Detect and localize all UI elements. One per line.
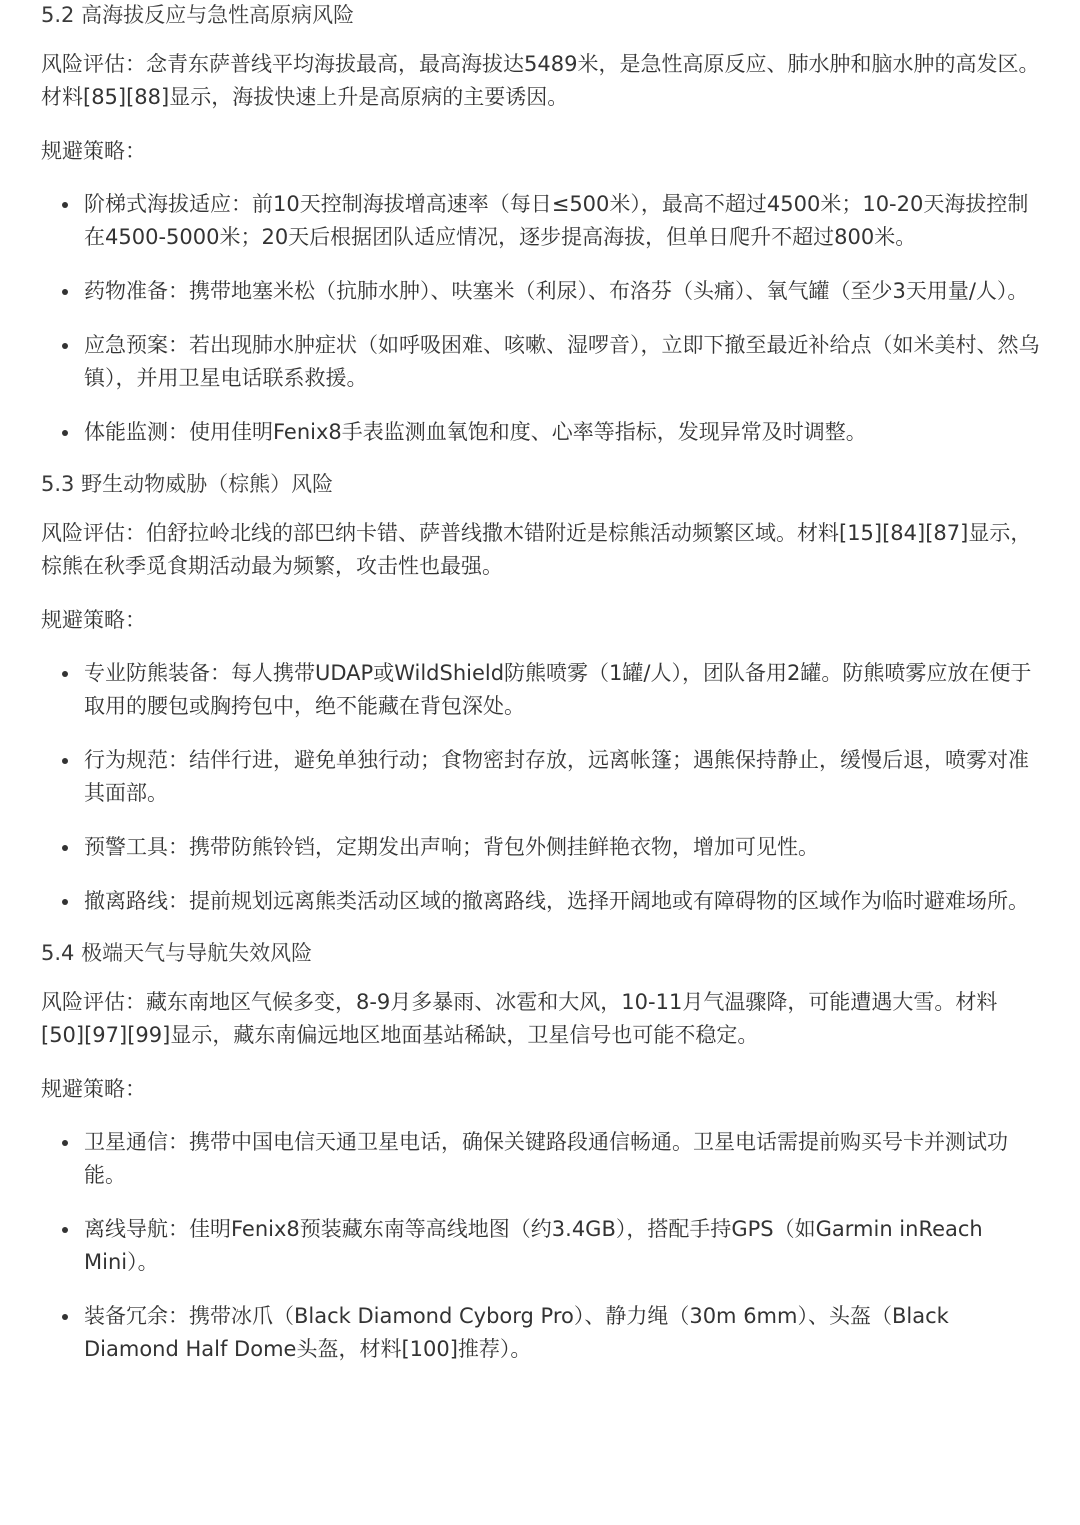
list-item: 离线导航：佳明Fenix8预装藏东南等高线地图（约3.4GB），搭配手持GPS（如Garmin inReach Mini）。 <box>41 1213 1040 1279</box>
strategy-list-5-3 <box>41 657 1040 918</box>
list-item: 预警工具：携带防熊铃铛，定期发出声响；背包外侧挂鲜艳衣物，增加可见性。 <box>41 831 1040 864</box>
list-item: 卫星通信：携带中国电信天通卫星电话，确保关键路段通信畅通。卫星电话需提前购买号卡并测试功能。 <box>41 1126 1040 1192</box>
strategy-label-5-2: 规避策略： <box>41 139 146 163</box>
bullet-icon <box>62 343 68 349</box>
bullet-icon <box>62 758 68 764</box>
section-title-5-2: 5.2 高海拔反应与急性高原病风险 <box>41 3 355 27</box>
strategy-label-5-4: 规避策略： <box>41 1077 146 1101</box>
section-title-5-3: 5.3 野生动物威胁（棕熊）风险 <box>41 472 334 496</box>
bullet-icon <box>62 845 68 851</box>
risk-assessment-5-3: 风险评估：伯舒拉岭北线的部巴纳卡错、萨普线撒木错附近是棕熊活动频繁区域。材料[15][84][87]显示，棕熊在秋季觅食期活动最为频繁，攻击性也最强。 <box>41 521 1032 578</box>
list-item: 行为规范：结伴行进，避免单独行动；食物密封存放，远离帐篷；遇熊保持静止，缓慢后退，喷雾对准其面部。 <box>41 744 1040 810</box>
bullet-icon <box>62 899 68 905</box>
strategy-label-5-3: 规避策略： <box>41 608 146 632</box>
risk-assessment-5-4: 风险评估：藏东南地区气候多变，8-9月多暴雨、冰雹和大风，10-11月气温骤降，可能遭遇大雪。材料[50][97][99]显示，藏东南偏远地区地面基站稀缺，卫星信号也可能不稳定。 <box>41 990 998 1047</box>
bullet-icon <box>62 1314 68 1320</box>
list-item: 药物准备：携带地塞米松（抗肺水肿）、呋塞米（利尿）、布洛芬（头痛）、氧气罐（至少3天用量/人）。 <box>41 275 1040 308</box>
bullet-icon <box>62 430 68 436</box>
list-item: 阶梯式海拔适应：前10天控制海拔增高速率（每日≤500米），最高不超过4500米；10-20天海拔控制在4500-5000米；20天后根据团队适应情况，逐步提高海拔，但单日爬升不超过800米。 <box>41 188 1040 254</box>
risk-assessment-5-2: 风险评估：念青东萨普线平均海拔最高，最高海拔达5489米，是急性高原反应、肺水肿和脑水肿的高发区。材料[85][88]显示，海拔快速上升是高原病的主要诱因。 <box>41 52 1040 109</box>
section-title-5-4: 5.4 极端天气与导航失效风险 <box>41 941 313 965</box>
strategy-list-5-4 <box>41 1126 1040 1366</box>
bullet-icon <box>62 1140 68 1146</box>
list-item: 装备冗余：携带冰爪（Black Diamond Cyborg Pro）、静力绳（30m 6mm）、头盔（Black Diamond Half Dome头盔，材料[100]推荐）。 <box>41 1300 1040 1366</box>
bullet-icon <box>62 671 68 677</box>
bullet-icon <box>62 289 68 295</box>
bullet-icon <box>62 1227 68 1233</box>
list-item: 撤离路线：提前规划远离熊类活动区域的撤离路线，选择开阔地或有障碍物的区域作为临时避难场所。 <box>41 885 1040 918</box>
list-item: 应急预案：若出现肺水肿症状（如呼吸困难、咳嗽、湿啰音），立即下撤至最近补给点（如米美村、然乌镇），并用卫星电话联系救援。 <box>41 329 1040 395</box>
bullet-icon <box>62 202 68 208</box>
list-item: 体能监测：使用佳明Fenix8手表监测血氧饱和度、心率等指标，发现异常及时调整。 <box>41 416 1040 449</box>
list-item: 专业防熊装备：每人携带UDAP或WildShield防熊喷雾（1罐/人），团队备用2罐。防熊喷雾应放在便于取用的腰包或胸挎包中，绝不能藏在背包深处。 <box>41 657 1040 723</box>
strategy-list-5-2 <box>41 188 1040 449</box>
